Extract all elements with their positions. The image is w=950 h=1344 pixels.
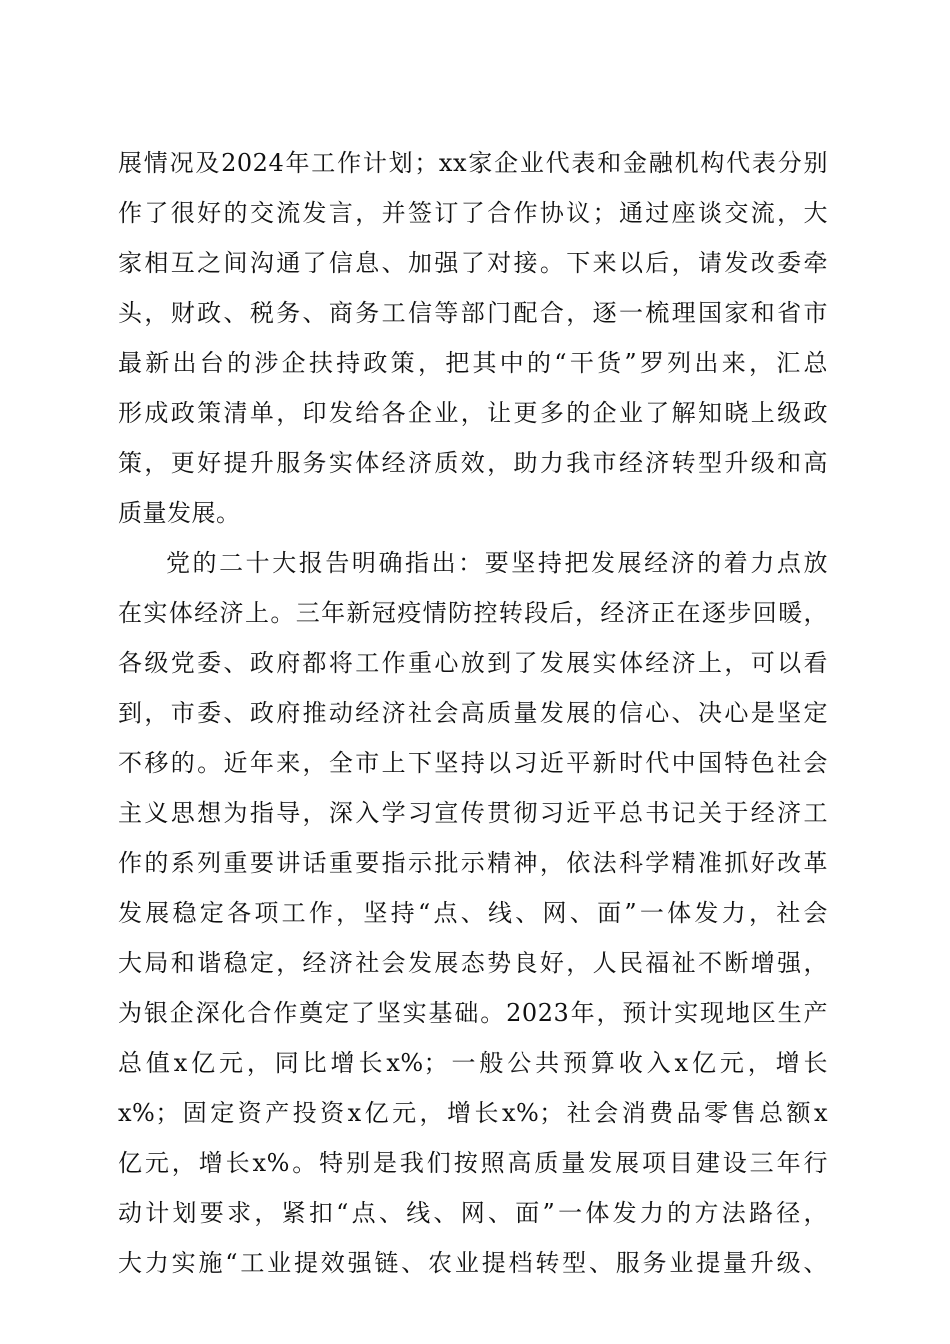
text-line: 为银企深化合作奠定了坚实基础。2023年，预计实现地区生产	[118, 999, 828, 1027]
text-line: 主义思想为指导，深入学习宣传贯彻习近平总书记关于经济工	[118, 799, 828, 827]
text-line: 头，财政、税务、商务工信等部门配合，逐一梳理国家和省市	[118, 299, 828, 327]
text-line: 不移的。近年来，全市上下坚持以习近平新时代中国特色社会	[118, 749, 828, 777]
paragraph-2	[118, 538, 828, 1288]
text-line: 最新出台的涉企扶持政策，把其中的“干货”罗列出来，汇总	[118, 349, 828, 377]
text-line: 大局和谐稳定，经济社会发展态势良好，人民福祉不断增强，	[118, 949, 828, 977]
text-line: 各级党委、政府都将工作重心放到了发展实体经济上，可以看	[118, 649, 828, 677]
text-line: 到，市委、政府推动经济社会高质量发展的信心、决心是坚定	[118, 699, 828, 727]
body-text	[118, 138, 828, 1288]
text-line: 家相互之间沟通了信息、加强了对接。下来以后，请发改委牵	[118, 249, 828, 277]
text-line: 质量发展。	[118, 499, 241, 527]
text-line: 发展稳定各项工作，坚持“点、线、网、面”一体发力，社会	[118, 899, 828, 927]
text-line: 党的二十大报告明确指出：要坚持把发展经济的着力点放	[166, 549, 828, 577]
text-line: x%；固定资产投资x亿元，增长x%；社会消费品零售总额x	[118, 1099, 828, 1127]
text-line: 展情况及2024年工作计划；xx家企业代表和金融机构代表分别	[118, 149, 828, 177]
text-line: 作的系列重要讲话重要指示批示精神，依法科学精准抓好改革	[118, 849, 828, 877]
text-line: 总值x亿元，同比增长x%；一般公共预算收入x亿元，增长	[118, 1049, 828, 1077]
text-line: 亿元，增长x%。特别是我们按照高质量发展项目建设三年行	[118, 1149, 828, 1177]
text-line: 策，更好提升服务实体经济质效，助力我市经济转型升级和高	[118, 449, 828, 477]
text-line: 在实体经济上。三年新冠疫情防控转段后，经济正在逐步回暖，	[118, 599, 828, 627]
text-line: 作了很好的交流发言，并签订了合作协议；通过座谈交流，大	[118, 199, 828, 227]
text-line: 形成政策清单，印发给各企业，让更多的企业了解知晓上级政	[118, 399, 828, 427]
text-line: 动计划要求，紧扣“点、线、网、面”一体发力的方法路径，	[118, 1199, 828, 1227]
text-line: 大力实施“工业提效强链、农业提档转型、服务业提量升级、	[118, 1249, 828, 1277]
paragraph-1	[118, 138, 828, 538]
